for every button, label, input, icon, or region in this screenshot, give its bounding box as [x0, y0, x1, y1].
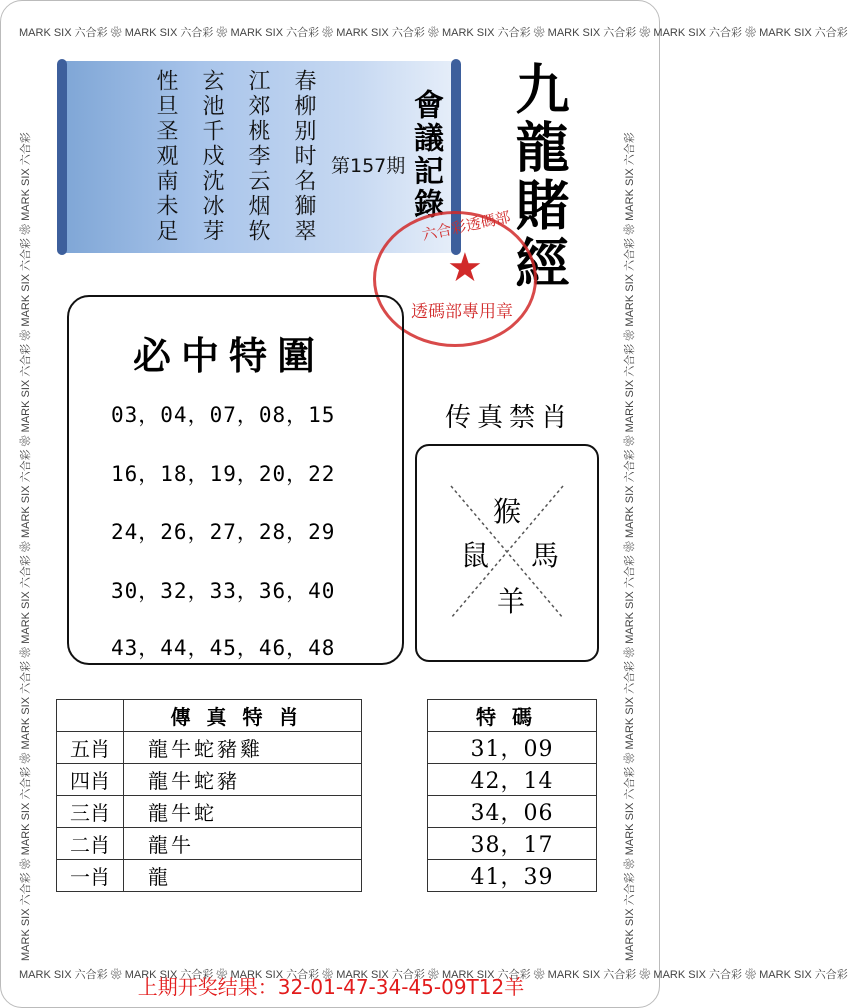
number-row: 30，32，33，36，40 [111, 579, 336, 603]
last-draw-result: 上期开奖结果：32-01-47-34-45-09T12羊 [137, 975, 525, 999]
cross-lines [417, 446, 597, 660]
issue-number: 第157期 [331, 155, 406, 177]
zodiac-top: 猴 [493, 495, 522, 528]
table-header-blank [57, 700, 124, 732]
table-row [428, 860, 597, 892]
row-value: 龍牛 [124, 828, 362, 860]
poem-column-1: 春柳别时名獅翠 [291, 69, 316, 244]
brand-title: 九龍賭經 [507, 61, 571, 293]
table-header-row [428, 700, 597, 732]
row-label: 一肖 [57, 860, 124, 892]
fax-banned-box [415, 444, 599, 662]
number-row: 43，44，45，46，48 [111, 636, 336, 660]
row-value: 龍牛蛇 [124, 796, 362, 828]
fax-banned-title: 传真禁肖 [445, 403, 574, 433]
zodiac-left: 鼠 [461, 539, 490, 572]
code-value: 34，06 [428, 796, 597, 828]
table-row [428, 796, 597, 828]
table-row [57, 732, 362, 764]
star-icon: ★ [447, 245, 483, 291]
row-value: 龍牛蛇豬雞 [124, 732, 362, 764]
watermark-left [15, 41, 37, 961]
watermark-top: MARK SIX 六合彩 ❀ MARK SIX 六合彩 ❀ MARK SIX 六合彩 ❀ MARK SIX 六合彩 ❀ MARK SIX 六合彩 ❀ MARK SIX 六合彩 ❀ MARK SIX 六合彩 ❀ MARK SIX 六合彩 [19, 27, 848, 39]
seal-arc-text: 六合彩透碼部 [420, 207, 513, 245]
special-numbers-box [67, 295, 404, 665]
row-label: 四肖 [57, 764, 124, 796]
number-row: 03，04，07，08，15 [111, 403, 336, 427]
poem-column-4: 性旦圣观南未足 [153, 69, 178, 244]
code-value: 42，14 [428, 764, 597, 796]
table-row [428, 828, 597, 860]
table-row [428, 764, 597, 796]
row-value: 龍 [124, 860, 362, 892]
zodiac-right: 馬 [531, 539, 560, 572]
poem-columns [95, 69, 315, 244]
number-row: 24，26，27，28，29 [111, 520, 336, 544]
row-value: 龍牛蛇豬 [124, 764, 362, 796]
row-label: 二肖 [57, 828, 124, 860]
zodiac-bottom: 羊 [497, 585, 526, 618]
poem-column-2: 江郊桃李云烟软 [245, 69, 270, 244]
table-row [428, 732, 597, 764]
watermark-right-text: MARK SIX 六合彩 ❀ MARK SIX 六合彩 ❀ MARK SIX 六合彩 ❀ MARK SIX 六合彩 ❀ MARK SIX 六合彩 ❀ MARK SIX 六合彩 ❀ MARK SIX 六合彩 ❀ MARK SIX 六合彩 [624, 132, 636, 961]
special-numbers-title: 必中特圍 [133, 333, 326, 378]
table-row [57, 796, 362, 828]
seal-label: 透碼部專用章 [411, 302, 513, 322]
code-value: 31，09 [428, 732, 597, 764]
row-label: 五肖 [57, 732, 124, 764]
table-header: 傳真特肖 [124, 700, 362, 732]
poem-column-3: 玄池千戍沈冰芽 [199, 69, 224, 244]
code-value: 41，39 [428, 860, 597, 892]
meeting-label: 會議記錄 [408, 89, 443, 221]
fax-special-zodiac-table [56, 699, 362, 892]
row-label: 三肖 [57, 796, 124, 828]
watermark-left-text: MARK SIX 六合彩 ❀ MARK SIX 六合彩 ❀ MARK SIX 六合彩 ❀ MARK SIX 六合彩 ❀ MARK SIX 六合彩 ❀ MARK SIX 六合彩 ❀ MARK SIX 六合彩 ❀ MARK SIX 六合彩 [20, 132, 32, 961]
poem-scroll [57, 59, 461, 255]
watermark-right [619, 41, 641, 961]
table-header: 特碼 [428, 700, 597, 732]
watermark-bottom: MARK SIX 六合彩 ❀ MARK SIX 六合彩 ❀ MARK SIX 六合彩 ❀ MARK SIX 六合彩 ❀ MARK SIX 六合彩 ❀ MARK SIX 六合彩 ❀ MARK SIX 六合彩 ❀ MARK SIX 六合彩 [19, 969, 848, 981]
table-header-row [57, 700, 362, 732]
table-row [57, 828, 362, 860]
table-row [57, 860, 362, 892]
special-code-table [427, 699, 597, 892]
code-value: 38，17 [428, 828, 597, 860]
number-row: 16，18，19，20，22 [111, 462, 336, 486]
scroll-rod-left [57, 59, 67, 255]
table-row [57, 764, 362, 796]
